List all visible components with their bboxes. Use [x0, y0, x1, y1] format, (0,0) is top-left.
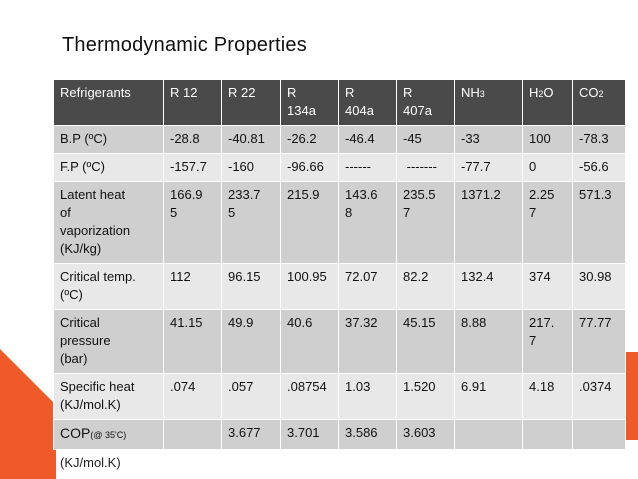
table-header-row [54, 80, 626, 126]
table-cell: -96.66 [281, 154, 339, 182]
table-cell: 374 [523, 264, 573, 310]
overflow-text: (KJ/mol.K) [60, 455, 121, 470]
row-label: Latent heat of vaporization (KJ/kg) [54, 182, 164, 264]
table-cell: 166.9 5 [164, 182, 222, 264]
header-cell: R 404a [339, 80, 397, 126]
table-cell: 3.677 [222, 420, 281, 450]
table-cell: 233.7 5 [222, 182, 281, 264]
table-row [54, 126, 626, 154]
table-cell: -33 [455, 126, 523, 154]
row-label: Critical pressure (bar) [54, 310, 164, 374]
table-cell: 30.98 [573, 264, 626, 310]
table-cell: ------ [339, 154, 397, 182]
table-cell: 41.15 [164, 310, 222, 374]
table-cell: -45 [397, 126, 455, 154]
table-cell: 3.586 [339, 420, 397, 450]
table-cell: 571.3 [573, 182, 626, 264]
table-row [54, 420, 626, 450]
table-cell: 6.91 [455, 374, 523, 420]
row-label: F.P (ºC) [54, 154, 164, 182]
table-cell [455, 420, 523, 450]
table-cell: 1.520 [397, 374, 455, 420]
table-cell: 77.77 [573, 310, 626, 374]
table-cell: 1371.2 [455, 182, 523, 264]
table-cell: 112 [164, 264, 222, 310]
table-cell: -77.7 [455, 154, 523, 182]
row-label: Specific heat (KJ/mol.K) [54, 374, 164, 420]
table-row [54, 154, 626, 182]
table-cell: 4.18 [523, 374, 573, 420]
table-cell: 37.32 [339, 310, 397, 374]
header-cell: R 22 [222, 80, 281, 126]
table-cell: 1.03 [339, 374, 397, 420]
table-cell: 217. 7 [523, 310, 573, 374]
table-cell [523, 420, 573, 450]
table-cell: .0374 [573, 374, 626, 420]
table-cell: 215.9 [281, 182, 339, 264]
table-cell: .074 [164, 374, 222, 420]
table-cell: 3.701 [281, 420, 339, 450]
table-cell: -160 [222, 154, 281, 182]
table-cell: 40.6 [281, 310, 339, 374]
decorative-orange-block-left [0, 403, 56, 479]
row-label: B.P (ºC) [54, 126, 164, 154]
table-cell: -40.81 [222, 126, 281, 154]
table-cell: 82.2 [397, 264, 455, 310]
table-cell: -157.7 [164, 154, 222, 182]
table-cell: 72.07 [339, 264, 397, 310]
table-cell: -26.2 [281, 126, 339, 154]
header-cell: Refrigerants [54, 80, 164, 126]
table-cell [573, 420, 626, 450]
header-cell: H2O [523, 80, 573, 126]
table-overflow-fragment [53, 454, 625, 479]
table-cell: -46.4 [339, 126, 397, 154]
header-cell: R 407a [397, 80, 455, 126]
table-cell: 100 [523, 126, 573, 154]
row-label: Critical temp. (ºC) [54, 264, 164, 310]
table-cell: ------- [397, 154, 455, 182]
table-cell: 49.9 [222, 310, 281, 374]
table-cell: 0 [523, 154, 573, 182]
table-cell: 143.6 8 [339, 182, 397, 264]
table-cell: -56.6 [573, 154, 626, 182]
slide-title: Thermodynamic Properties [62, 34, 307, 56]
table-cell: 235.5 7 [397, 182, 455, 264]
row-label: COP(@ 35'C) [54, 420, 164, 450]
table-cell: 8.88 [455, 310, 523, 374]
header-cell: R 134a [281, 80, 339, 126]
table-cell: 96.15 [222, 264, 281, 310]
table-cell: 45.15 [397, 310, 455, 374]
properties-table [53, 79, 626, 450]
table-row [54, 374, 626, 420]
table-cell: -28.8 [164, 126, 222, 154]
table-row [54, 310, 626, 374]
table-cell: 3.603 [397, 420, 455, 450]
header-cell: R 12 [164, 80, 222, 126]
table-cell: 132.4 [455, 264, 523, 310]
table-row [54, 264, 626, 310]
table-cell: 100.95 [281, 264, 339, 310]
header-cell: NH3 [455, 80, 523, 126]
header-cell: CO2 [573, 80, 626, 126]
table-cell: .057 [222, 374, 281, 420]
table-cell: -78.3 [573, 126, 626, 154]
table-cell: .08754 [281, 374, 339, 420]
table-row [54, 182, 626, 264]
table-cell [164, 420, 222, 450]
table-cell: 2.25 7 [523, 182, 573, 264]
